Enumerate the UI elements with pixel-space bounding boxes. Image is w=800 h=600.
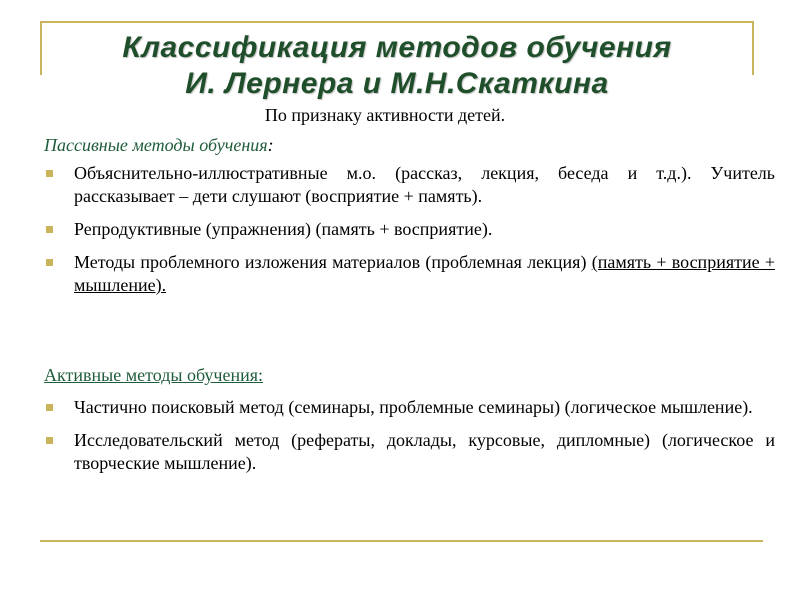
list-item bbox=[44, 218, 775, 241]
active-methods-heading: Активные методы обучения: bbox=[44, 365, 264, 385]
slide-subtitle: По признаку активности детей. bbox=[264, 105, 506, 125]
square-bullet-icon bbox=[46, 259, 53, 266]
list-item-text: Репродуктивные (упражнения) (память + восприятие). bbox=[74, 219, 493, 239]
passive-methods-list bbox=[44, 162, 775, 307]
frame-right-border bbox=[752, 21, 754, 75]
list-item-text: Частично поисковый метод (семинары, проблемные семинары) (логическое мышление). bbox=[74, 397, 753, 417]
square-bullet-icon bbox=[46, 170, 53, 177]
slide-title-line-2: И. Лернера и М.Н.Скаткина bbox=[185, 67, 609, 100]
passive-methods-heading bbox=[44, 134, 274, 156]
square-bullet-icon bbox=[46, 437, 53, 444]
frame-top-border bbox=[40, 21, 754, 23]
list-item bbox=[44, 429, 775, 475]
passive-methods-heading-text: Пассивные методы обучения bbox=[44, 135, 268, 155]
active-methods-list bbox=[44, 396, 775, 485]
list-item bbox=[44, 162, 775, 208]
list-item bbox=[44, 251, 775, 297]
slide-title bbox=[42, 30, 752, 102]
passive-methods-heading-colon: : bbox=[267, 135, 274, 155]
list-item bbox=[44, 396, 775, 419]
list-item-text: Объяснительно-иллюстративные м.о. (рассказ, лекция, беседа и т.д.). Учитель рассказывает – дети слушают (восприятие + память). bbox=[74, 163, 775, 206]
square-bullet-icon bbox=[46, 404, 53, 411]
list-item-text: Исследовательский метод (рефераты, доклады, курсовые, дипломные) (логическое и творческие мышление). bbox=[74, 430, 775, 473]
list-item-tail: . bbox=[161, 275, 167, 295]
list-item-underlined-text: (память + восприятие + мышление) bbox=[74, 252, 776, 295]
slide-title-line-1: Классификация методов обучения bbox=[122, 31, 672, 64]
square-bullet-icon bbox=[46, 226, 53, 233]
bottom-divider bbox=[40, 540, 763, 542]
list-item-text: Методы проблемного изложения материалов (проблемная лекция) bbox=[74, 252, 592, 272]
